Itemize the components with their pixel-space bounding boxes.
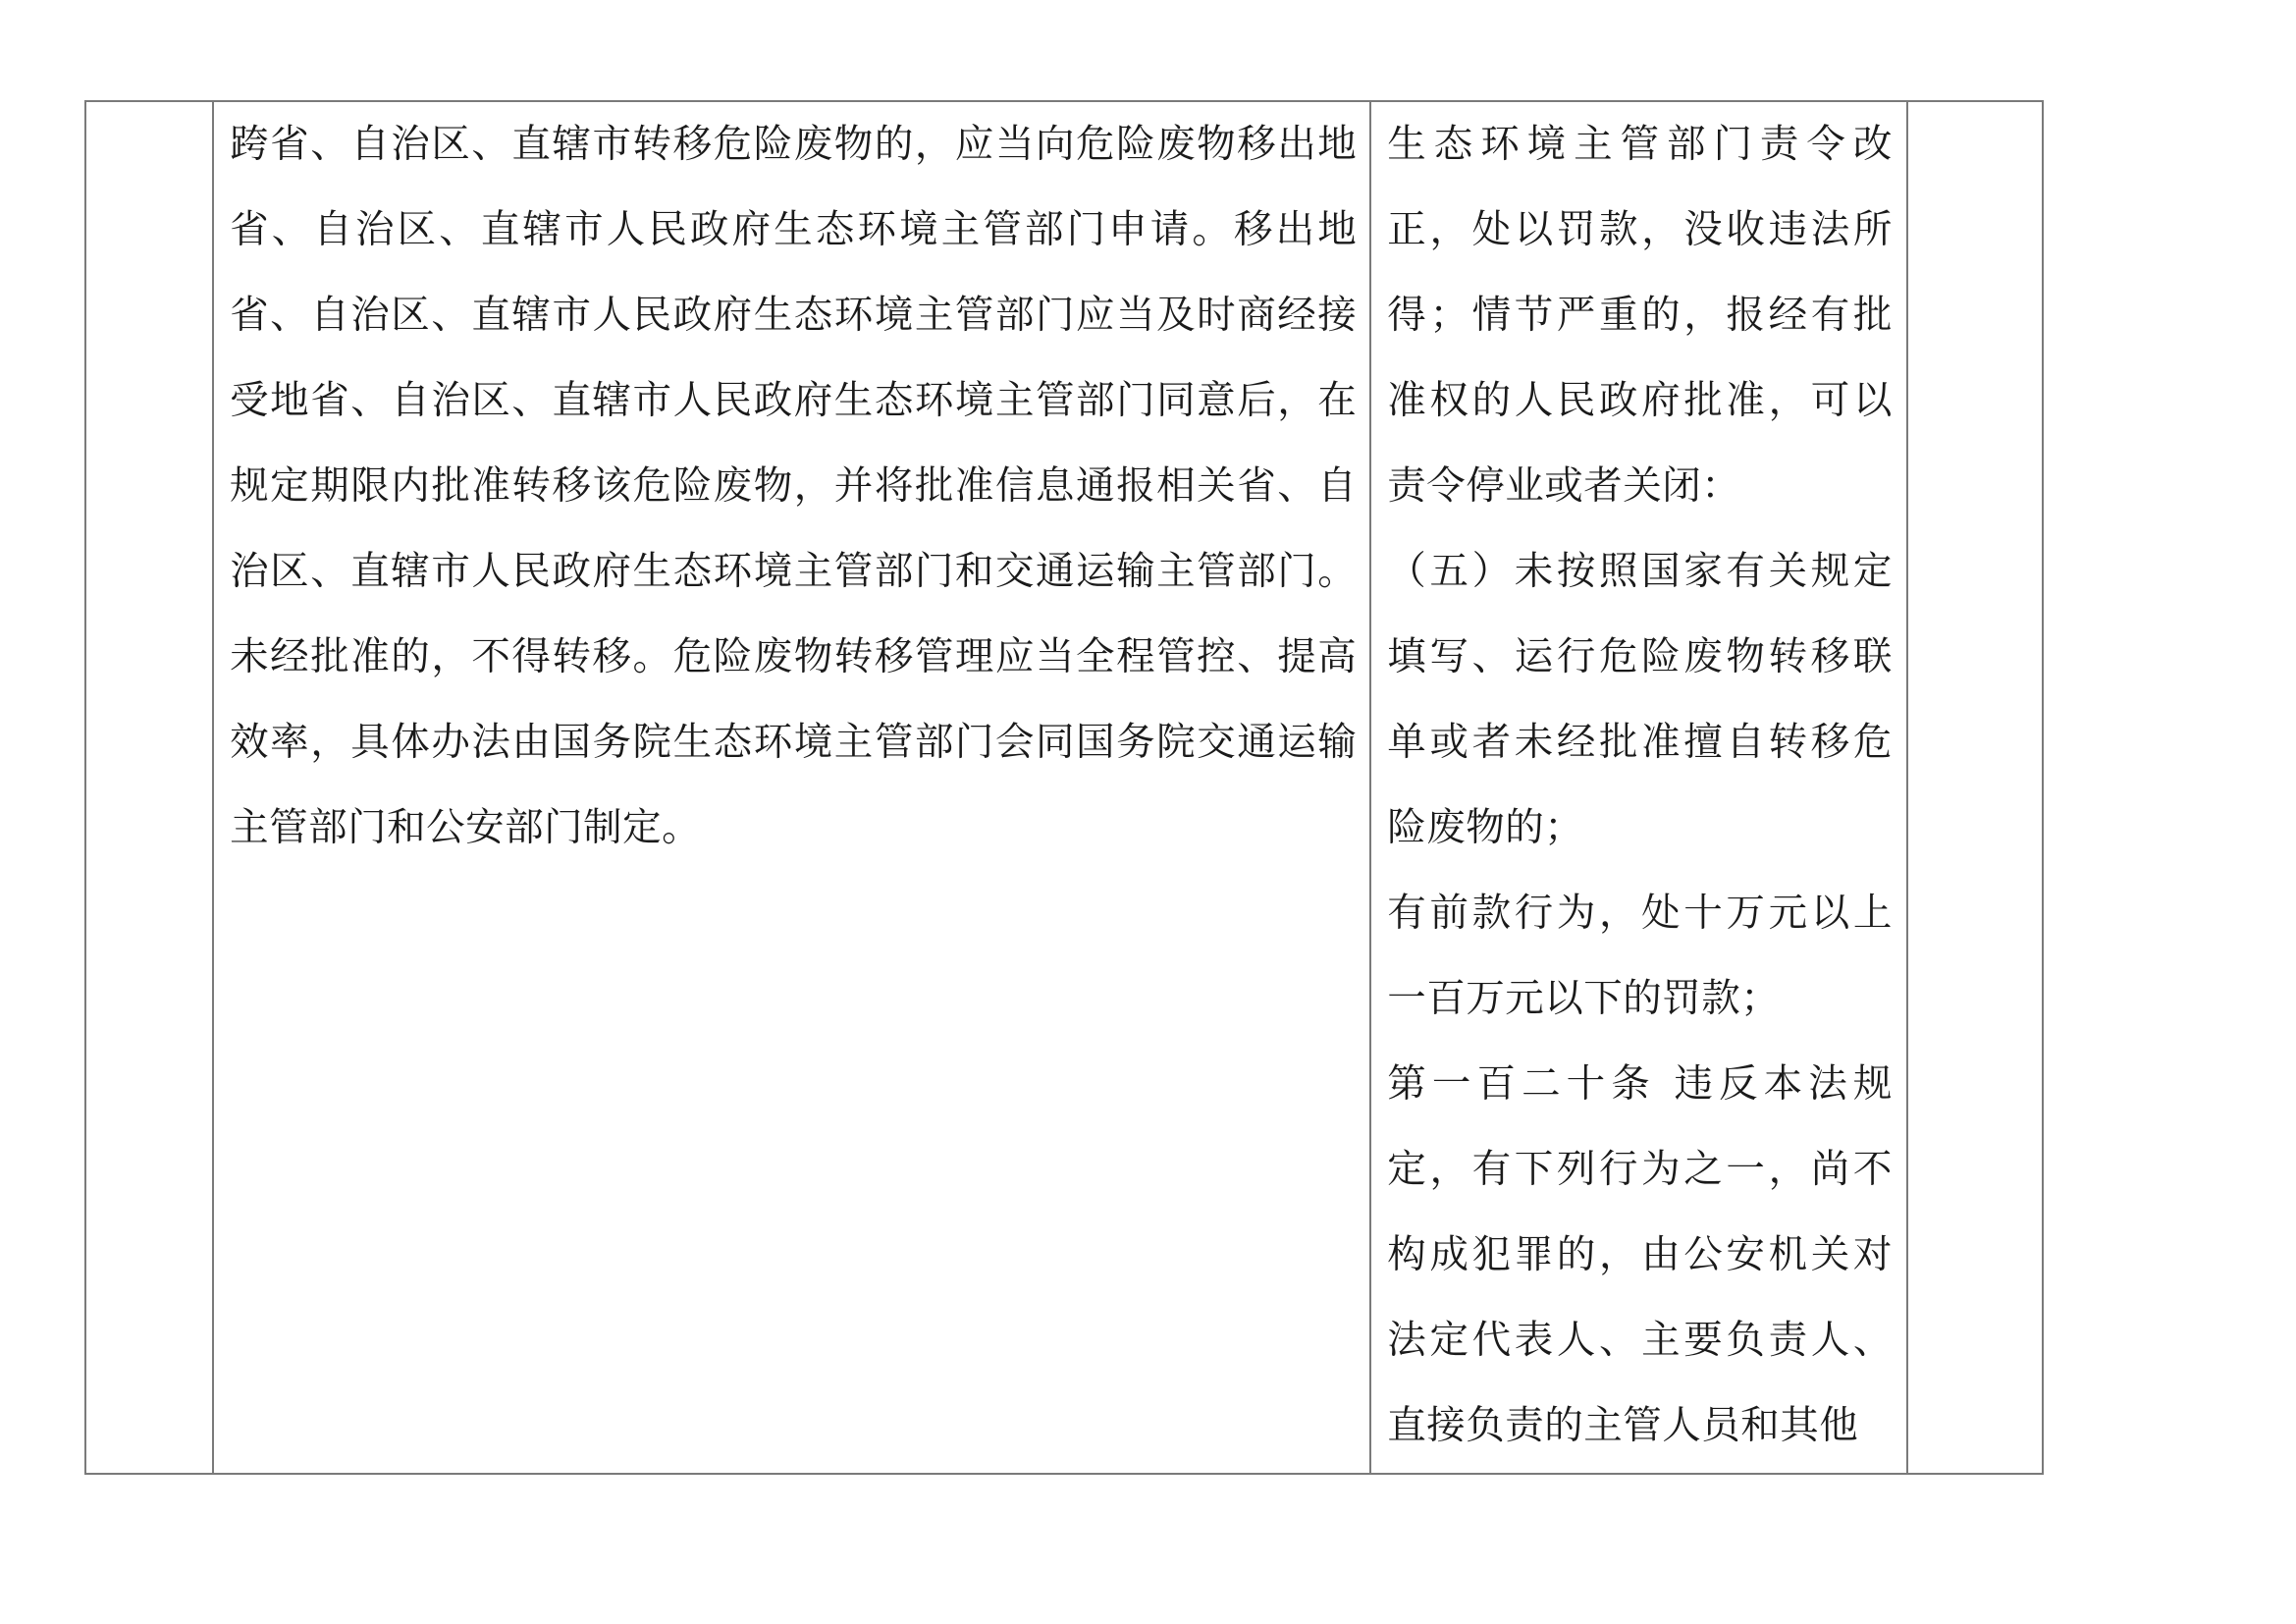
penalty-paragraph: 第一百二十条 违反本法规定，有下列行为之一，尚不构成犯罪的，由公安机关对法定代表人、主要负责人、直接负责的主管人员和其他 xyxy=(1387,1061,1893,1448)
penalty-paragraph: 有前款行为，处十万元以上一百万元以下的罚款； xyxy=(1387,891,1893,1021)
penalty-cell xyxy=(1370,101,1907,1474)
provision-cell xyxy=(213,101,1370,1474)
remarks-cell xyxy=(1907,101,2043,1474)
table-row xyxy=(85,101,2043,1474)
provision-paragraph: 跨省、自治区、直辖市转移危险废物的，应当向危险废物移出地省、自治区、直辖市人民政府生态环境主管部门申请。移出地省、自治区、直辖市人民政府生态环境主管部门应当及时商经接受地省、自治区、直辖市人民政府生态环境主管部门同意后，在规定期限内批准转移该危险废物，并将批准信息通报相关省、自治区、直辖市人民政府生态环境主管部门和交通运输主管部门。未经批准的，不得转移。 xyxy=(230,122,1358,679)
penalty-text xyxy=(1371,102,1906,1469)
provisions-table xyxy=(84,100,2044,1475)
provision-paragraph: 危险废物转移管理应当全程管控、提高效率，具体办法由国务院生态环境主管部门会同国务院交通运输主管部门和公安部门制定。 xyxy=(230,634,1358,850)
provision-text xyxy=(214,102,1369,871)
index-cell xyxy=(85,101,213,1474)
penalty-paragraph: （五）未按照国家有关规定填写、运行危险废物转移联单或者未经批准擅自转移危险废物的； xyxy=(1387,549,1893,850)
penalty-paragraph: 生态环境主管部门责令改正，处以罚款，没收违法所得；情节严重的，报经有批准权的人民政府批准，可以责令停业或者关闭： xyxy=(1387,122,1893,509)
